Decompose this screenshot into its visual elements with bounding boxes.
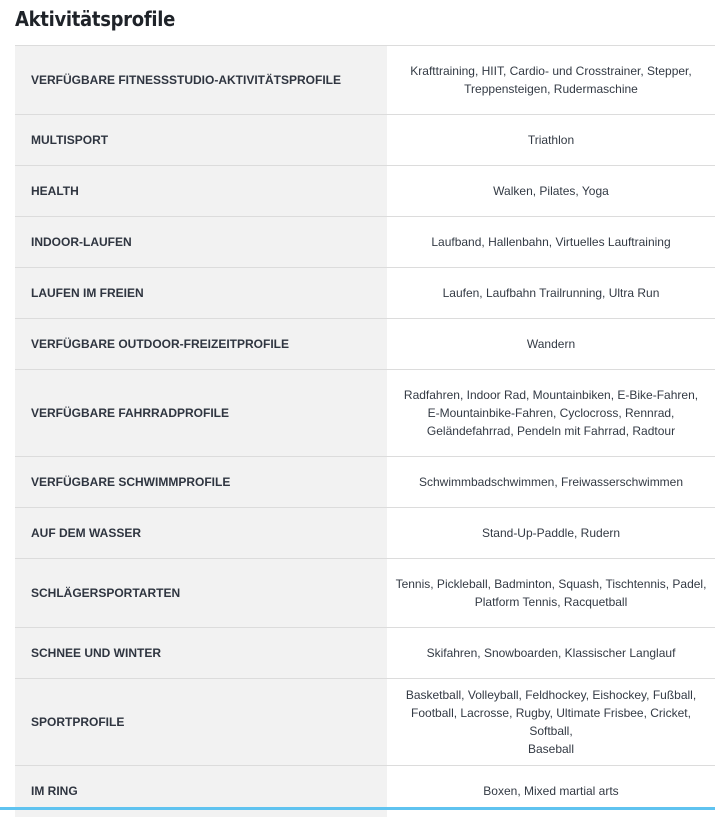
row-label: VERFÜGBARE FITNESSSTUDIO-AKTIVITÄTSPROFILE	[15, 46, 387, 115]
table-body	[15, 46, 715, 817]
table-row	[15, 115, 715, 166]
row-label: AUF DEM WASSER	[15, 508, 387, 559]
row-value	[387, 217, 715, 268]
row-value	[387, 559, 715, 628]
row-value-line: Tennis, Pickleball, Badminton, Squash, Tischtennis, Padel,	[395, 577, 707, 591]
row-value	[387, 319, 715, 370]
table-row	[15, 559, 715, 628]
table-row	[15, 628, 715, 679]
row-value-line: Geländefahrrad, Pendeln mit Fahrrad, Radtour	[426, 424, 676, 438]
row-value	[387, 115, 715, 166]
row-label: IM RING	[15, 766, 387, 817]
row-value	[387, 457, 715, 508]
table-row	[15, 268, 715, 319]
table-row	[15, 679, 715, 766]
row-value	[387, 628, 715, 679]
row-value	[387, 370, 715, 457]
row-value-line: Laufen, Laufbahn Trailrunning, Ultra Run	[442, 286, 660, 300]
row-label: HEALTH	[15, 166, 387, 217]
row-value-line: Platform Tennis, Racquetball	[474, 595, 628, 609]
row-value-line: Football, Lacrosse, Rugby, Ultimate Frisbee, Cricket, Softball,	[411, 706, 691, 738]
page-title: Aktivitätsprofile	[15, 7, 175, 31]
table-row	[15, 508, 715, 559]
table-row	[15, 319, 715, 370]
table-row	[15, 217, 715, 268]
row-value-line: Baseball	[527, 742, 575, 756]
row-value-line: Basketball, Volleyball, Feldhockey, Eishockey, Fußball,	[405, 688, 697, 702]
row-value	[387, 166, 715, 217]
activity-profiles-table	[15, 45, 715, 817]
row-value-line: Boxen, Mixed martial arts	[483, 784, 619, 799]
row-value-line: Laufband, Hallenbahn, Virtuelles Lauftraining	[431, 235, 671, 249]
row-label: INDOOR-LAUFEN	[15, 217, 387, 268]
table-row	[15, 46, 715, 115]
row-value-line: Walken, Pilates, Yoga	[493, 184, 609, 198]
row-value-line: Krafttraining, HIIT, Cardio- und Crosstrainer, Stepper,	[410, 64, 692, 78]
table-row	[15, 457, 715, 508]
row-value-line: Wandern	[526, 337, 576, 351]
row-value	[387, 46, 715, 115]
row-label: VERFÜGBARE FAHRRADPROFILE	[15, 370, 387, 457]
table-row	[15, 370, 715, 457]
row-label: SCHNEE UND WINTER	[15, 628, 387, 679]
row-label: MULTISPORT	[15, 115, 387, 166]
row-value-line: Triathlon	[527, 133, 575, 147]
row-value	[387, 268, 715, 319]
row-value-line: Schwimmbadschwimmen, Freiwasserschwimmen	[418, 475, 684, 489]
table-row	[15, 166, 715, 217]
row-value	[387, 508, 715, 559]
row-label: VERFÜGBARE SCHWIMMPROFILE	[15, 457, 387, 508]
row-value	[387, 679, 715, 766]
row-label: SPORTPROFILE	[15, 679, 387, 766]
row-value-line: Radfahren, Indoor Rad, Mountainbiken, E-Bike-Fahren,	[403, 388, 699, 402]
row-value-line: Treppensteigen, Rudermaschine	[464, 82, 638, 96]
row-value-line: Stand-Up-Paddle, Rudern	[481, 526, 621, 540]
row-label: LAUFEN IM FREIEN	[15, 268, 387, 319]
row-value-line: E-Mountainbike-Fahren, Cyclocross, Rennrad,	[427, 406, 675, 420]
row-label: SCHLÄGERSPORTARTEN	[15, 559, 387, 628]
row-label: VERFÜGBARE OUTDOOR-FREIZEITPROFILE	[15, 319, 387, 370]
row-value-line: Skifahren, Snowboarden, Klassischer Langlauf	[426, 646, 676, 660]
